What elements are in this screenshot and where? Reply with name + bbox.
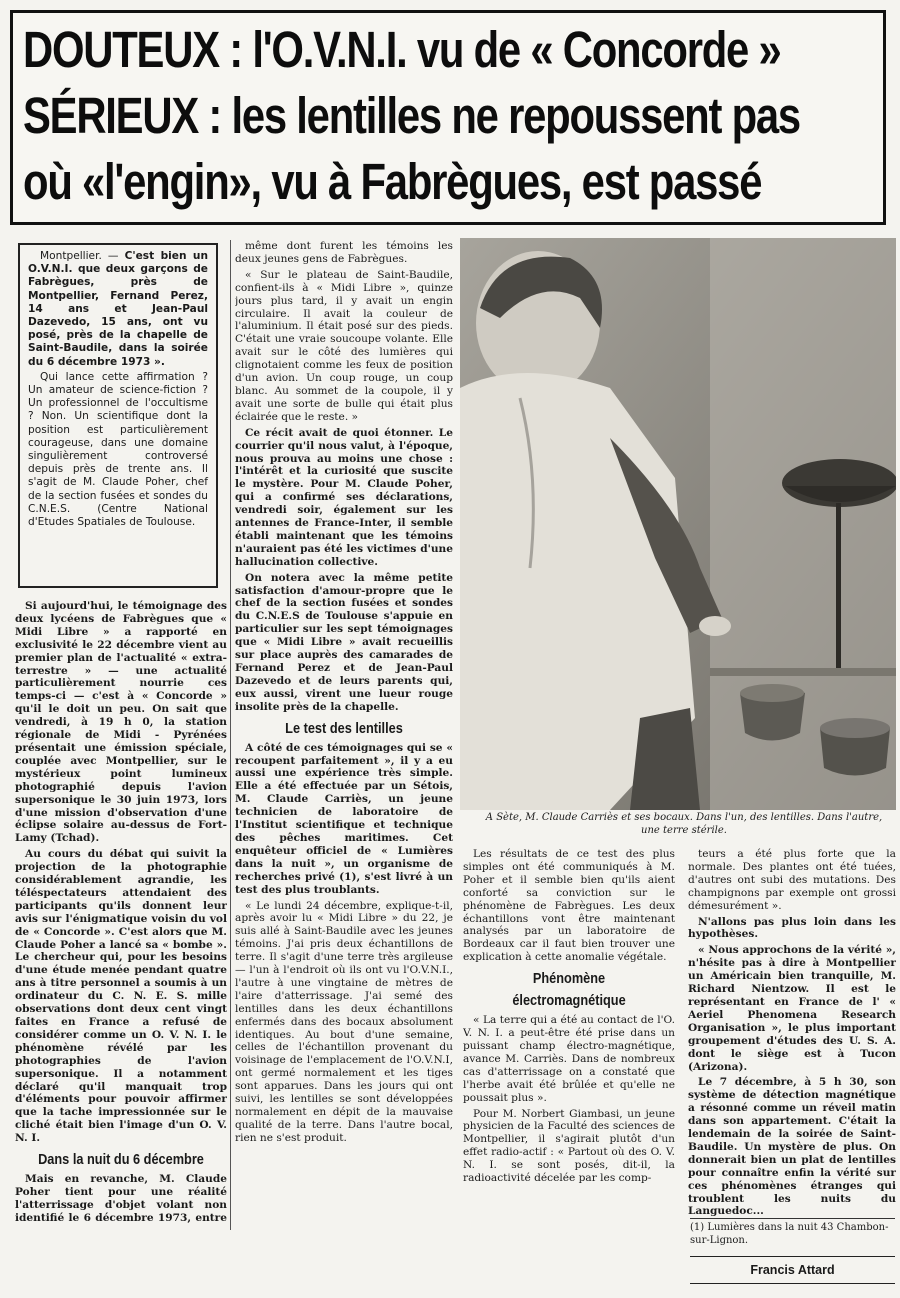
column-2 xyxy=(235,240,453,1205)
intro-quote: C'est bien un O.V.N.I. que deux garçons de Fabrègues, près de Montpellier, Fernand Perez, 14 ans et Jean-Paul Dazevedo, 15 ans, ont vu posé, près de la chapelle de Saint-Baudile, dans la soirée du 6 décembre 1973 ». xyxy=(28,250,208,368)
intro-box xyxy=(18,243,218,588)
column-4 xyxy=(688,848,896,1216)
photo-claude-carries xyxy=(460,238,896,810)
col3-paragraph-2: « La terre qui a été au contact de l'O. V. N. I. a peut-être été prise dans un puissant champ électro-magnétique, avance M. Carriès. Dans de nombreux cas d'atterrissage on a constaté que l'herbe avait été brûlée et qu'elle ne poussait plus ». xyxy=(463,1014,675,1104)
column-1 xyxy=(15,600,227,1225)
column-3 xyxy=(463,848,675,1228)
col4-paragraph-1: teurs a été plus forte que la normale. Des plantes ont été tuées, d'autres ont subi des mutations. Des champignons par exemple ont grossi démesurément ». xyxy=(688,848,896,912)
headline-line-2: SÉRIEUX : les lentilles ne repoussent pas xyxy=(23,87,800,144)
col2-paragraph-5: A côté de ces témoignages qui se « recoupent parfaitement », il y a eu aussi une expérience très simple. Elle a été effectuée par un Sétois, M. Claude Carriès, un jeune technicien de laboratoire de l'Institut scientifique et technique des pêches maritimes. Cet enquêteur officiel de « Lumières dans la nuit », un organisme de recherches privé (1), s'est livré à un test des plus troublants. xyxy=(235,741,453,896)
headline-line-1: DOUTEUX : l'O.V.N.I. vu de « Concorde » xyxy=(23,21,781,78)
headline-box xyxy=(10,10,886,225)
col2-paragraph-6: « Le lundi 24 décembre, explique-t-il, après avoir lu « Midi Libre » du 22, je suis allé à Saint-Baudile avec les jeunes témoins. J'ai pris deux échantillons de terre. Il s'agit d'une terre très argileuse — l'un à l'endroit où ils ont vu l'O.V.N.I., l'autre à une vingtaine de mètres de l'aire d'atterrissage. J'ai semé des lentilles dans les deux échantillons enfermés dans des bocaux absolument identiques. Au bout d'une semaine, celles de l'échantillon provenant du voisinage de l'emplacement de l'O.V.N.I, ont germé normalement et les tiges sont apparues. Dans les jours qui ont suivi, les lentilles se sont développées normalement en dépit de la mauvaise qualité de la terre. Dans l'autre bocal, rien ne s'est produit. xyxy=(235,899,453,1144)
subhead-phenomene: Phénomène électromagnétique xyxy=(512,970,626,1010)
col3-paragraph-1: Les résultats de ce test des plus simples ont été communiqués à M. Poher et il semble bien qu'ils aient conforté sa conviction sur le phénomène de Fabrègues. Les deux échantillons vont être maintenant analysés par un laboratoire de Bordeaux car il faut bien trouver une explication à cette anomalie végétale. xyxy=(463,848,675,964)
headline-line-3: où «l'engin», vu à Fabrègues, est passé xyxy=(23,153,762,210)
intro-paragraph-1 xyxy=(28,250,208,369)
photo-caption: A Sète, M. Claude Carriès et ses bocaux. Dans l'un, des lentilles. Dans l'autre, une terre stérile. xyxy=(485,812,883,836)
col4-paragraph-3: « Nous approchons de la vérité », n'hésite pas à dire à Montpellier un Américain bien tranquille, M. Richard Nientzow. Il est le représentant en France de l' « Aeriel Phenomena Research Organisation », le plus important groupement d'études des U. S. A. dont le siège est à Tucon (Arizona). xyxy=(688,944,896,1073)
col1-paragraph-1: Si aujourd'hui, le témoignage des deux lycéens de Fabrègues que « Midi Libre » a rapporté en exclusivité le 22 décembre vient au premier plan de l'actualité « extra-terrestre » — une actualité particulièrement nourrie ces temps-ci — c'est à « Concorde » qu'il le doit un peu. On sait que vendredi, à 19 h 0, la station régionale de Midi - Pyrénées présentait une émission spéciale, couplée avec Montpellier, sur le mystérieux point lumineux photographié depuis l'avion supersonique le 30 juin 1973, lors d'une mission d'observation d'une éclipse solaire au-dessus de Fort-Lamy (Tchad). xyxy=(15,600,227,845)
col1-paragraph-3: Mais en revanche, M. Claude Poher tient pour une réalité l'atterrissage d'objet volant non identifié le 6 décembre 1973, entre xyxy=(15,1173,227,1224)
col4-paragraph-2: N'allons pas plus loin dans les hypothèses. xyxy=(688,915,896,941)
col1-paragraph-2: Au cours du débat qui suivit la projection de la photographie considérablement agrandie, les téléspectateurs attendaient des participants qu'ils donnent leur avis sur l'énigmatique voisin du vol de « Concorde ». C'est alors que M. Claude Poher a lancé sa « bombe ». Le chercheur qui, pour les besoins d'une étude menée pendant quatre ans à titre personnel a soumis à un ordinateur du C. N. E. S. mille observations dont deux cent vingt faites en France a refusé de considérer comme un O. V. N. I. le phénomène révélé par les photographies de l'avion supersonique. Il a notamment déclaré qu'il manquait trop d'éléments pour pouvoir affirmer que la tache impressionnée sur le cliché était bien l'image d'un O. V. N. I. xyxy=(15,848,227,1145)
column-rule xyxy=(230,240,231,1230)
col2-paragraph-1: même dont furent les témoins les deux jeunes gens de Fabrègues. xyxy=(235,240,453,265)
footnote: (1) Lumières dans la nuit 43 Chambon-sur-Lignon. xyxy=(690,1218,895,1247)
intro-paragraph-2: Qui lance cette affirmation ? Un amateur de science-fiction ? Un professionnel de l'occultisme ? Non. Un scientifique dont la position est particulièrement courageuse, dans une domaine singulièrement controversé depuis près de trente ans. Il s'agit de M. Claude Poher, chef de la section fusées et sondes du C.N.E.S. (Centre National d'Etudes Spatiales de Toulouse. xyxy=(28,370,208,529)
subhead-test-lentilles: Le test des lentilles xyxy=(285,719,403,737)
col4-paragraph-4: Le 7 décembre, à 5 h 30, son système de détection magnétique a résonné comme un réveil matin dans son appartement. C'était la lendemain de la soirée de Saint-Baudile. Un mystère de plus. On donnerait bien un plat de lentilles pour connaître enfin la vérité sur ces phénomènes étranges qui troublent les nuits du Languedoc... xyxy=(688,1076,896,1216)
intro-dateline: Montpellier. — xyxy=(40,250,125,262)
col2-paragraph-2: « Sur le plateau de Saint-Baudile, confient-ils à « Midi Libre », quinze jours plus tard, il y avait un engin circulaire. Il avait la couleur de l'aluminium. Il était posé sur des pieds. C'était une vraie soucoupe volante. Elle avait sur le côté des lumières qui clignotaient comme les feux de position d'un avion. Un coup rouge, un coup blanc. Au sommet de la coupole, il y avait une sorte de bulle qui était plus éclairée que le reste. » xyxy=(235,268,453,423)
author-signature: Francis Attard xyxy=(690,1256,895,1284)
subhead-nuit-6-decembre: Dans la nuit du 6 décembre xyxy=(38,1151,204,1169)
col2-paragraph-3: Ce récit avait de quoi étonner. Le courrier qu'il nous valut, à l'époque, nous prouva au moins une chose : l'intérêt et la curiosité que suscite le mystère. Pour M. Claude Poher, qui a confirmé ses déclarations, vendredi soir, également sur les antennes de France-Inter, il semble établi maintenant que les témoins n'auraient pas été les victimes d'une hallucination collective. xyxy=(235,426,453,568)
col2-paragraph-4: On notera avec la même petite satisfaction d'amour-propre que le chef de la section fusées et sondes du C.N.E.S de Toulouse s'appuie en particulier sur les sept témoignages que « Midi Libre » avait recueillis sur place auprès des camarades de Fernand Perez et de Jean-Paul Dazevedo et de leurs parents qui, eux aussi, virent une lueur rouge insolite près de la chapelle. xyxy=(235,571,453,713)
col3-paragraph-3: Pour M. Norbert Giambasi, un jeune physicien de la Faculté des sciences de Montpellier, il s'agirait plutôt d'un effet radio-actif : « Partout où des O. V. N. I. se sont posés, dit-il, la radioactivité décelée par les comp- xyxy=(463,1107,675,1185)
photo-illustration xyxy=(460,238,896,810)
